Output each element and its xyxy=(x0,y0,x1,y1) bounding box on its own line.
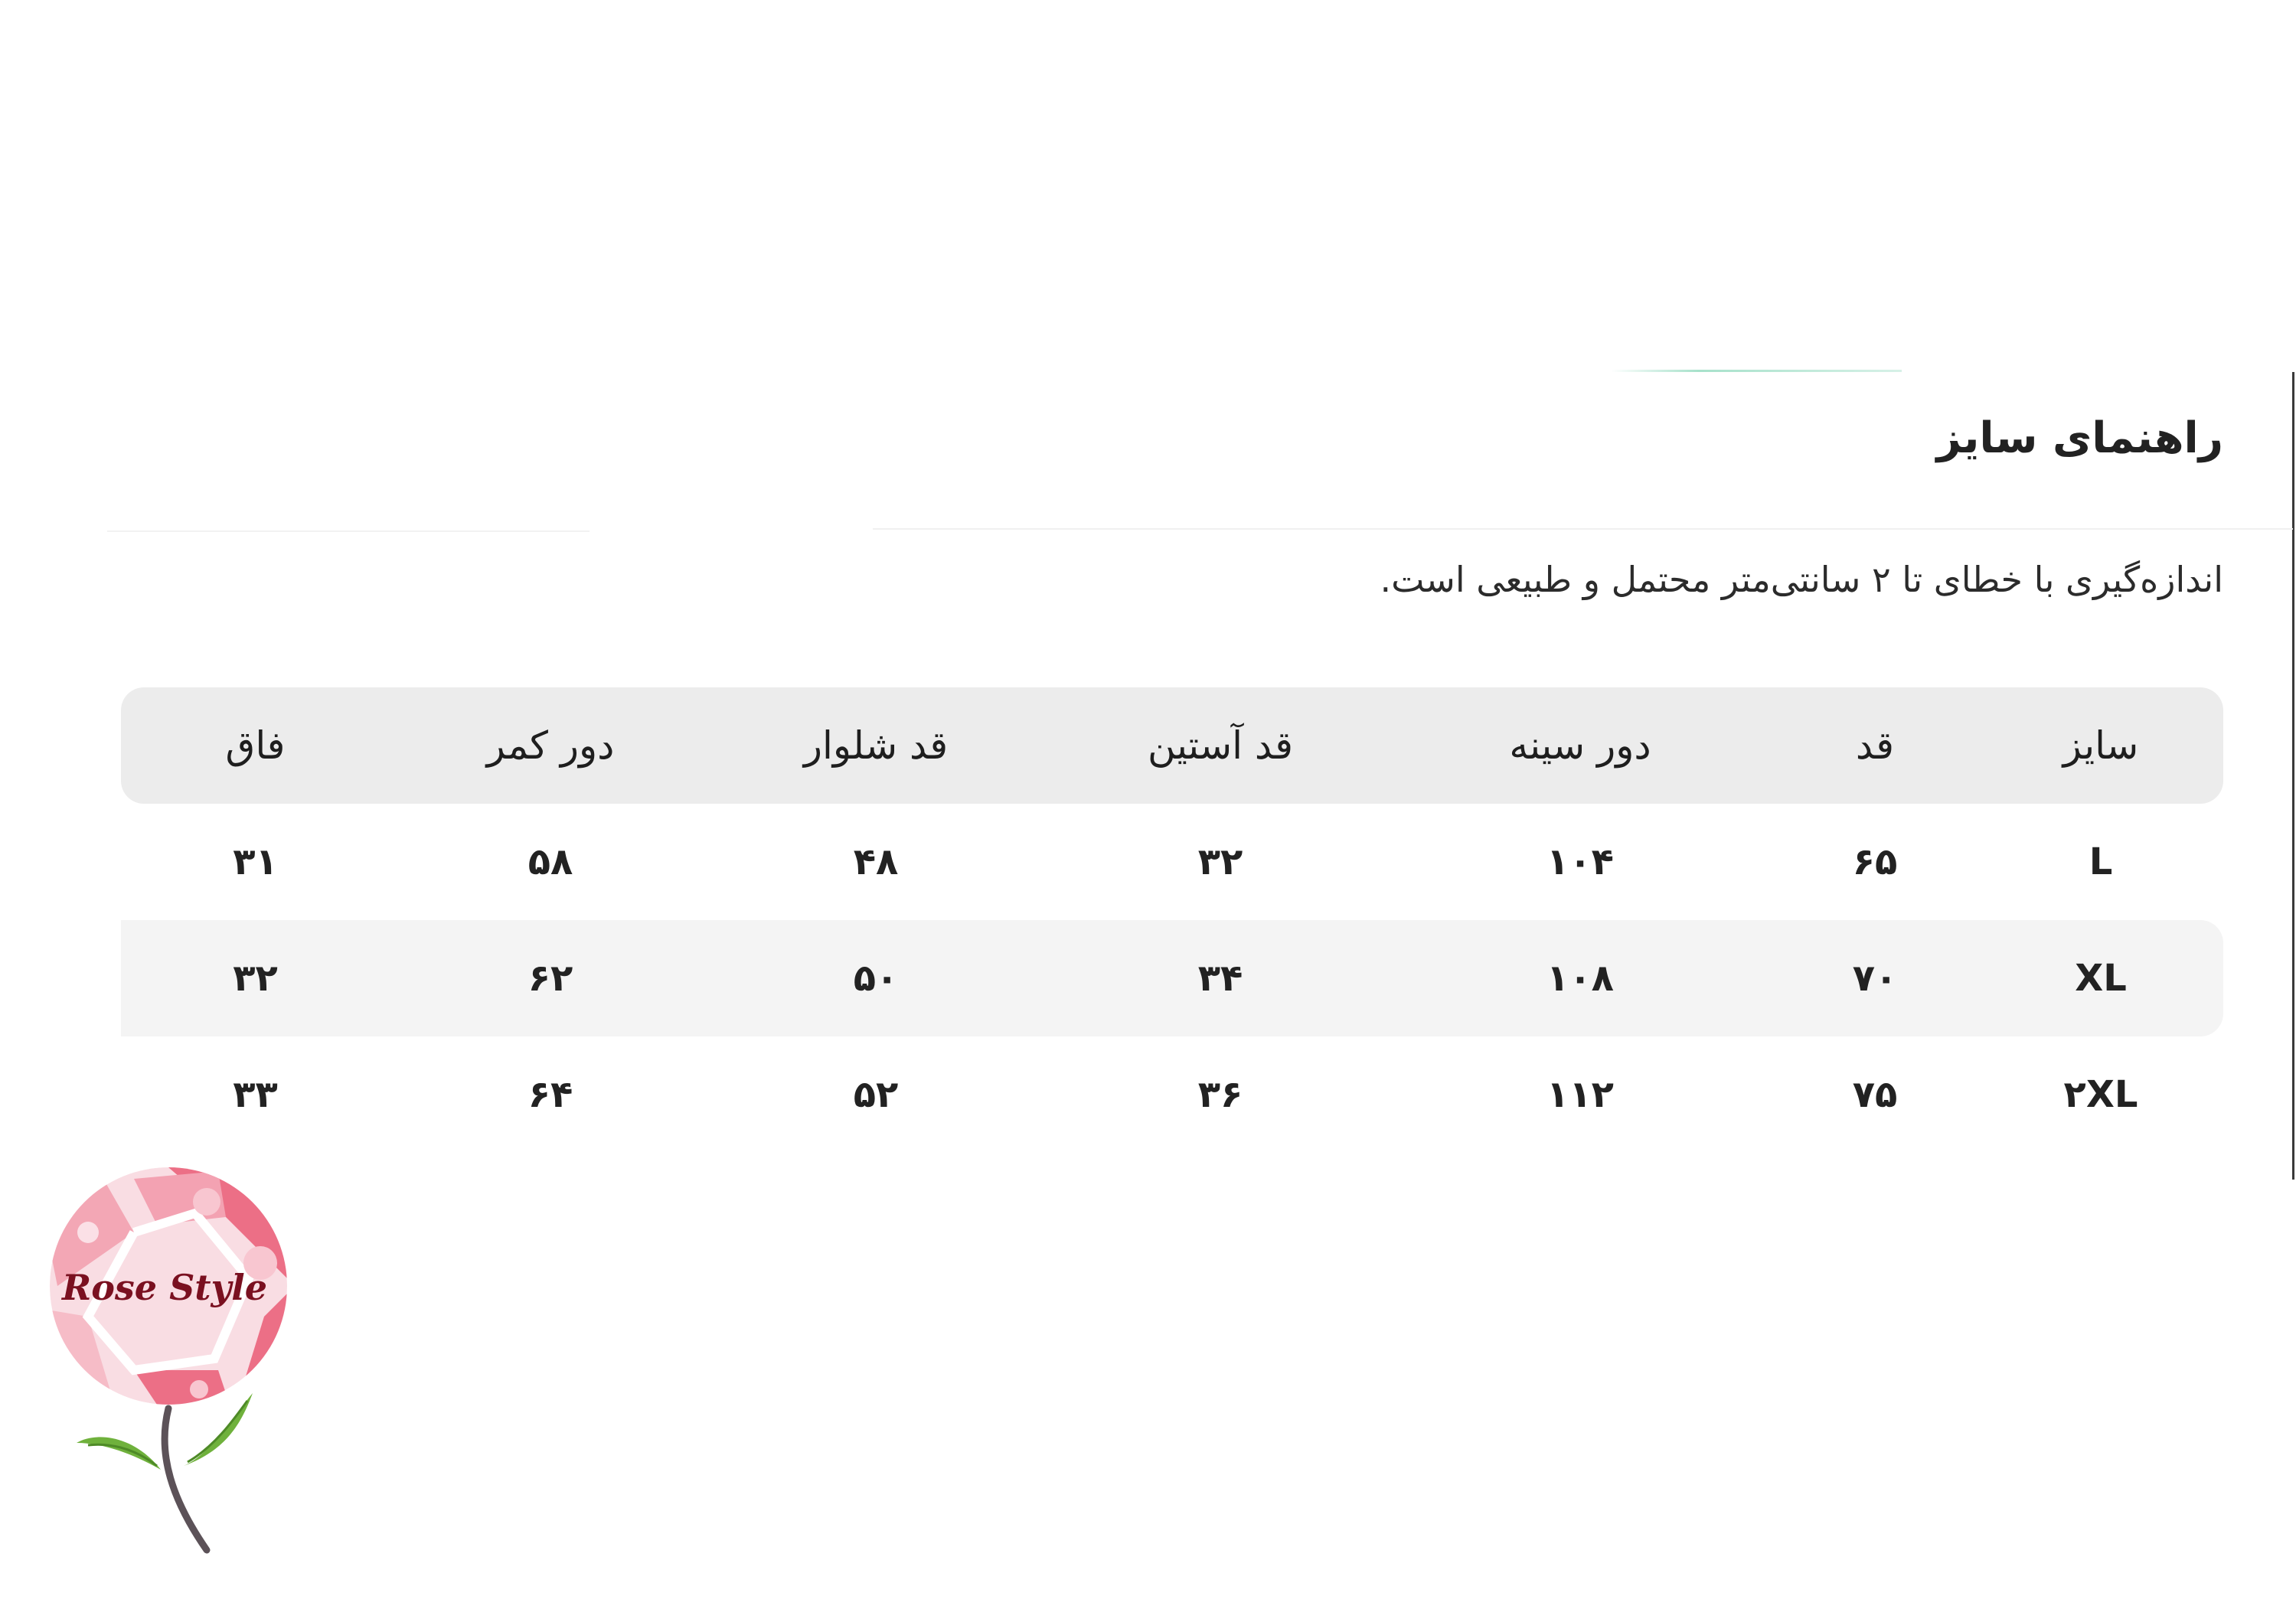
rose-style-logo xyxy=(42,1163,295,1554)
cell-waist: ۶۲ xyxy=(527,957,573,1000)
header-chest: دور سینه xyxy=(1509,723,1651,768)
cell-height: ۷۰ xyxy=(1852,957,1898,1000)
header-size: سایز xyxy=(2062,723,2139,768)
cell-pants-length: ۴۸ xyxy=(853,840,899,883)
cell-sleeve: ۳۴ xyxy=(1197,957,1243,1000)
cell-size: XL xyxy=(2075,957,2127,1000)
header-pants-length: قد شلوار xyxy=(803,723,949,768)
cell-crotch: ۳۱ xyxy=(233,840,278,883)
divider xyxy=(873,528,2293,530)
cell-crotch: ۳۳ xyxy=(233,1073,278,1116)
header-height: قد xyxy=(1855,723,1895,768)
table-row xyxy=(121,804,2223,920)
cell-size: ۲XL xyxy=(2063,1073,2138,1116)
header-crotch: فاق xyxy=(225,723,286,768)
table-row xyxy=(121,1036,2223,1153)
cell-chest: ۱۱۲ xyxy=(1546,1073,1614,1116)
panel-edge-line xyxy=(2292,372,2294,1180)
header-waist: دور کمر xyxy=(486,723,615,768)
cell-pants-length: ۵۲ xyxy=(853,1073,899,1116)
cell-crotch: ۳۲ xyxy=(233,957,278,1000)
size-table xyxy=(121,687,2223,1153)
cell-sleeve: ۳۲ xyxy=(1197,840,1243,883)
table-row xyxy=(121,920,2223,1036)
cell-waist: ۵۸ xyxy=(527,840,573,883)
logo-text xyxy=(60,1267,267,1308)
accent-line xyxy=(1611,370,1902,372)
svg-text:Rose Style: Rose Style xyxy=(61,1267,268,1308)
cell-height: ۷۵ xyxy=(1852,1073,1898,1116)
cell-pants-length: ۵۰ xyxy=(853,957,899,1000)
header-sleeve: قد آستین xyxy=(1147,723,1294,768)
cell-sleeve: ۳۶ xyxy=(1197,1073,1243,1116)
stem-icon xyxy=(165,1408,207,1550)
cell-chest: ۱۰۸ xyxy=(1546,957,1614,1000)
cell-size: L xyxy=(2089,840,2113,883)
measurement-note: اندازه‌گیری با خطای تا ۲ سانتی‌متر محتمل و طبیعی است. xyxy=(1380,559,2223,600)
page-title: راهنمای سایز xyxy=(1936,413,2223,463)
cell-chest: ۱۰۴ xyxy=(1546,840,1614,883)
divider xyxy=(107,530,590,532)
cell-height: ۶۵ xyxy=(1852,840,1898,883)
cell-waist: ۶۴ xyxy=(527,1073,573,1116)
table-header-row xyxy=(121,687,2223,804)
